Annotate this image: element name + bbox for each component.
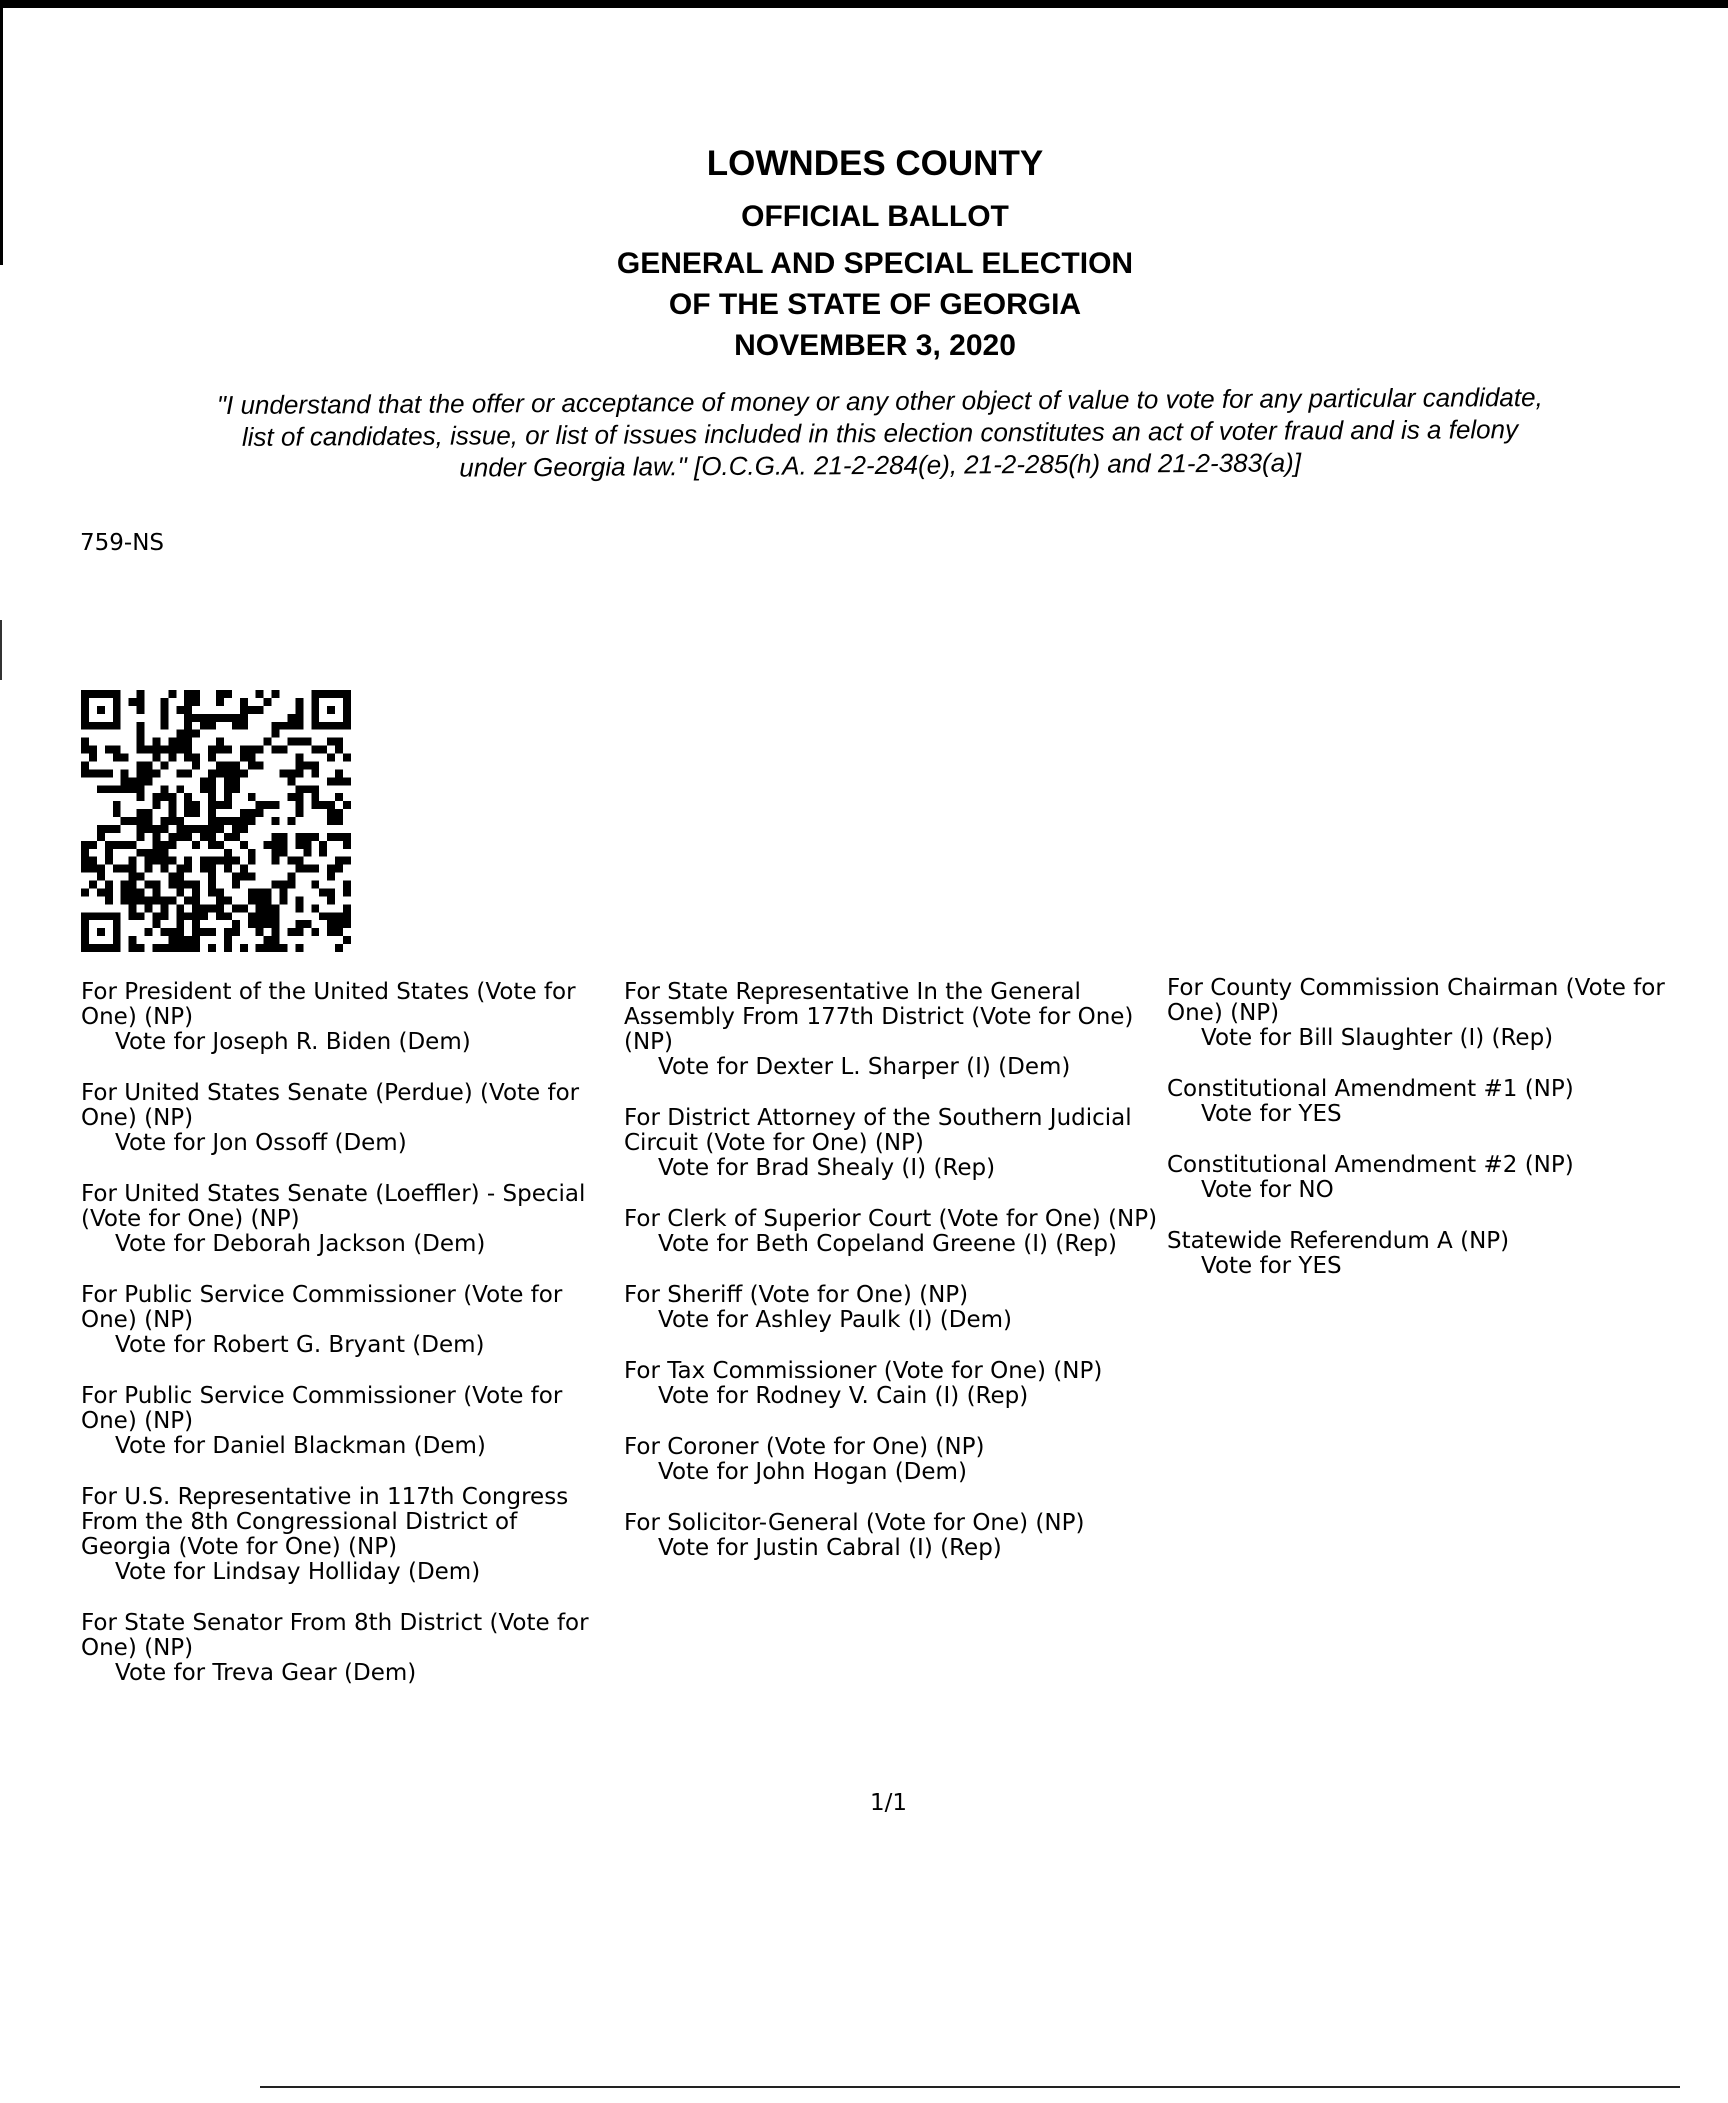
election-title-line1: GENERAL AND SPECIAL ELECTION <box>616 247 1134 280</box>
oath-line-3: under Georgia law." [O.C.G.A. 21-2-284(e), 21-2-285(h) and 21-2-383(a)] <box>459 447 1302 483</box>
contest-item <box>81 1485 606 1585</box>
qr-code-icon <box>80 690 352 952</box>
ballot-column-2 <box>624 980 1164 1587</box>
contest-item <box>624 1435 1164 1485</box>
contest-title: For President of the United States (Vote for One) (NP) <box>81 979 576 1030</box>
contest-item <box>624 1106 1164 1181</box>
scan-bottom-line <box>260 2086 1680 2088</box>
contest-title: For Public Service Commissioner (Vote for One) (NP) <box>81 1383 563 1434</box>
contest-item <box>624 980 1164 1080</box>
ballot-type: OFFICIAL BALLOT <box>741 200 1009 233</box>
contest-item <box>81 980 606 1055</box>
election-date: NOVEMBER 3, 2020 <box>734 329 1016 362</box>
contest-title: For Sheriff (Vote for One) (NP) <box>624 1282 969 1308</box>
contest-item <box>81 1283 606 1358</box>
contest-item <box>1167 1153 1712 1203</box>
scan-top-border <box>0 0 1728 8</box>
contest-title: For Clerk of Superior Court (Vote for One) (NP) <box>624 1206 1158 1232</box>
ballot-column-3 <box>1167 976 1712 1305</box>
ballot-style-code: 759-NS <box>80 530 165 556</box>
contest-item <box>81 1611 606 1686</box>
contest-selection: Vote for YES <box>1201 1101 1342 1127</box>
contest-item <box>624 1283 1164 1333</box>
contest-selection: Vote for Daniel Blackman (Dem) <box>115 1433 486 1459</box>
contest-selection: Vote for Robert G. Bryant (Dem) <box>115 1332 485 1358</box>
contest-item <box>624 1207 1164 1257</box>
contest-selection: Vote for Lindsay Holliday (Dem) <box>115 1559 481 1585</box>
contest-title: For United States Senate (Perdue) (Vote for One) (NP) <box>81 1080 580 1131</box>
contest-item <box>81 1384 606 1459</box>
contest-title: For State Representative In the General Assembly From 177th District (Vote for One) (NP) <box>624 979 1134 1055</box>
contest-selection: Vote for Deborah Jackson (Dem) <box>115 1231 486 1257</box>
contest-title: For Public Service Commissioner (Vote for One) (NP) <box>81 1282 563 1333</box>
contest-title: Statewide Referendum A (NP) <box>1167 1228 1510 1254</box>
contest-item <box>81 1182 606 1257</box>
contest-title: For United States Senate (Loeffler) - Special (Vote for One) (NP) <box>81 1181 586 1232</box>
contest-title: For State Senator From 8th District (Vote for One) (NP) <box>81 1610 589 1661</box>
contest-item <box>1167 1077 1712 1127</box>
contest-selection: Vote for Brad Shealy (I) (Rep) <box>658 1155 996 1181</box>
scan-left-edge-mark <box>0 620 2 680</box>
contest-selection: Vote for Bill Slaughter (I) (Rep) <box>1201 1025 1554 1051</box>
contest-selection: Vote for Jon Ossoff (Dem) <box>115 1130 407 1156</box>
voter-fraud-statement <box>80 380 1681 486</box>
contest-item <box>1167 976 1712 1051</box>
contest-title: Constitutional Amendment #2 (NP) <box>1167 1152 1574 1178</box>
contest-selection: Vote for NO <box>1201 1177 1334 1203</box>
contest-title: For District Attorney of the Southern Judicial Circuit (Vote for One) (NP) <box>624 1105 1132 1156</box>
contest-selection: Vote for Rodney V. Cain (I) (Rep) <box>658 1383 1029 1409</box>
contest-selection: Vote for Dexter L. Sharper (I) (Dem) <box>658 1054 1071 1080</box>
contest-selection: Vote for Justin Cabral (I) (Rep) <box>658 1535 1002 1561</box>
contest-title: Constitutional Amendment #1 (NP) <box>1167 1076 1574 1102</box>
contest-item <box>81 1081 606 1156</box>
contest-selection: Vote for Beth Copeland Greene (I) (Rep) <box>658 1231 1117 1257</box>
ballot-header <box>0 138 1728 364</box>
contest-selection: Vote for Joseph R. Biden (Dem) <box>115 1029 471 1055</box>
contest-title: For U.S. Representative in 117th Congress From the 8th Congressional District of Georgia (Vote for One) (NP) <box>81 1484 569 1560</box>
contest-item <box>624 1359 1164 1409</box>
oath-line-2: list of candidates, issue, or list of issues included in this election constitutes an act of voter fraud and is a felony <box>241 414 1519 452</box>
contest-title: For County Commission Chairman (Vote for One) (NP) <box>1167 975 1665 1026</box>
contest-selection: Vote for Treva Gear (Dem) <box>115 1660 417 1686</box>
contest-selection: Vote for YES <box>1201 1253 1342 1279</box>
ballot-column-1 <box>81 980 606 1712</box>
contest-title: For Tax Commissioner (Vote for One) (NP) <box>624 1358 1103 1384</box>
page-number: 1/1 <box>870 1790 908 1816</box>
contest-selection: Vote for John Hogan (Dem) <box>658 1459 967 1485</box>
county-name: LOWNDES COUNTY <box>706 144 1044 183</box>
contest-title: For Coroner (Vote for One) (NP) <box>624 1434 985 1460</box>
contest-title: For Solicitor-General (Vote for One) (NP) <box>624 1510 1085 1536</box>
election-title-line2: OF THE STATE OF GEORGIA <box>668 288 1082 321</box>
contest-item <box>624 1511 1164 1561</box>
contest-selection: Vote for Ashley Paulk (I) (Dem) <box>658 1307 1012 1333</box>
oath-line-1: "I understand that the offer or acceptance of money or any other object of value to vote for any particular candidate, <box>216 381 1543 421</box>
contest-item <box>1167 1229 1712 1279</box>
